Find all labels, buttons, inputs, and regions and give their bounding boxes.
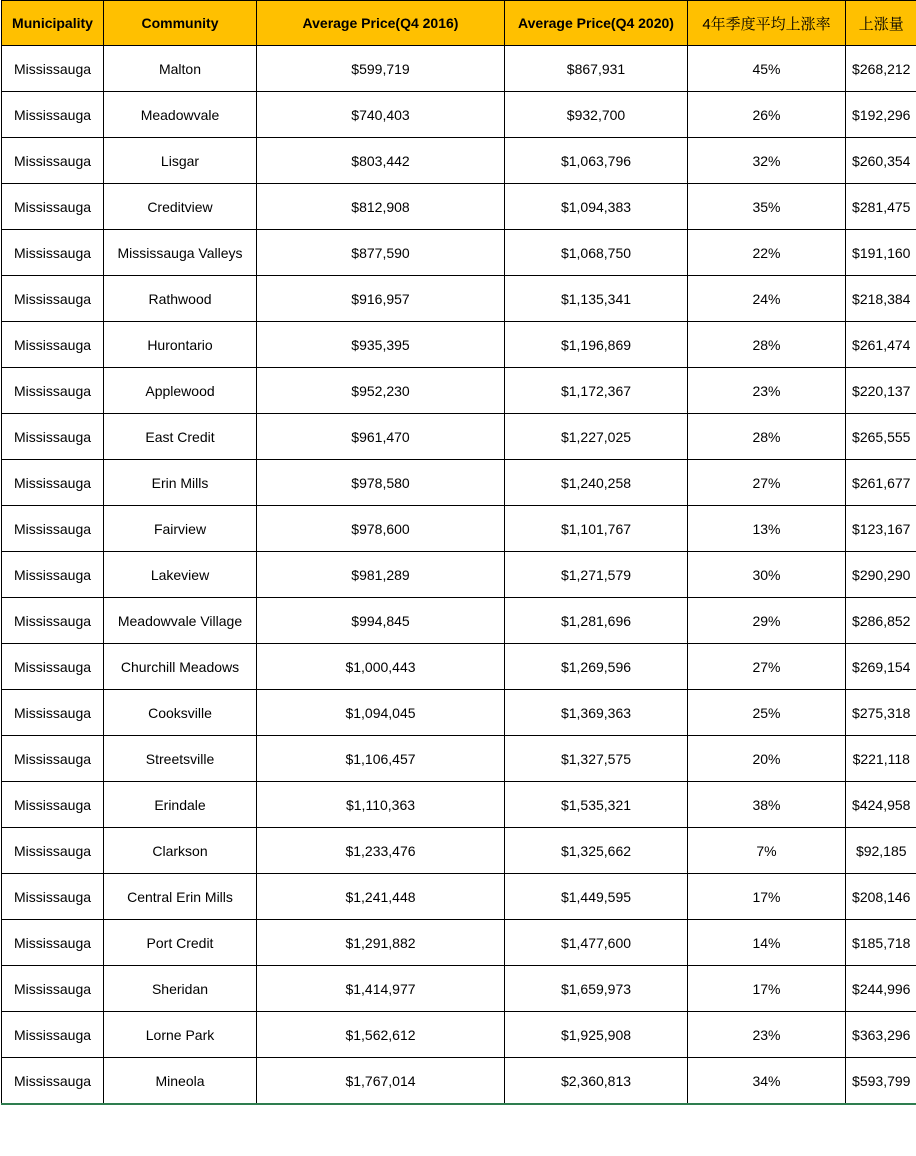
cell-price-2016: $812,908: [257, 184, 505, 230]
cell-price-2016: $981,289: [257, 552, 505, 598]
cell-price-2016: $978,580: [257, 460, 505, 506]
cell-price-2016: $952,230: [257, 368, 505, 414]
cell-municipality: Mississauga: [2, 368, 104, 414]
cell-price-2020: $1,101,767: [505, 506, 688, 552]
cell-price-2016: $1,110,363: [257, 782, 505, 828]
cell-price-2020: $1,925,908: [505, 1012, 688, 1058]
cell-municipality: Mississauga: [2, 598, 104, 644]
cell-community: Churchill Meadows: [104, 644, 257, 690]
price-table: [1, 0, 916, 1105]
cell-price-2016: $877,590: [257, 230, 505, 276]
cell-growth-rate: 27%: [688, 460, 846, 506]
cell-municipality: Mississauga: [2, 138, 104, 184]
cell-price-2016: $961,470: [257, 414, 505, 460]
cell-price-2020: $1,172,367: [505, 368, 688, 414]
cell-increase-amount: $275,318: [846, 690, 916, 736]
table-row: [2, 920, 916, 966]
cell-price-2016: $1,241,448: [257, 874, 505, 920]
cell-growth-rate: 22%: [688, 230, 846, 276]
cell-increase-amount: $268,212: [846, 46, 916, 92]
cell-price-2016: $1,767,014: [257, 1058, 505, 1105]
table-row: [2, 506, 916, 552]
cell-growth-rate: 24%: [688, 276, 846, 322]
cell-municipality: Mississauga: [2, 414, 104, 460]
cell-increase-amount: $265,555: [846, 414, 916, 460]
cell-municipality: Mississauga: [2, 966, 104, 1012]
cell-increase-amount: $208,146: [846, 874, 916, 920]
cell-municipality: Mississauga: [2, 1058, 104, 1105]
cell-municipality: Mississauga: [2, 552, 104, 598]
cell-increase-amount: $220,137: [846, 368, 916, 414]
cell-community: Sheridan: [104, 966, 257, 1012]
cell-community: Mineola: [104, 1058, 257, 1105]
cell-increase-amount: $424,958: [846, 782, 916, 828]
cell-price-2020: $1,094,383: [505, 184, 688, 230]
cell-community: Clarkson: [104, 828, 257, 874]
cell-growth-rate: 17%: [688, 966, 846, 1012]
cell-growth-rate: 14%: [688, 920, 846, 966]
cell-municipality: Mississauga: [2, 920, 104, 966]
header-row: [2, 1, 916, 46]
cell-price-2016: $994,845: [257, 598, 505, 644]
cell-growth-rate: 28%: [688, 414, 846, 460]
cell-increase-amount: $363,296: [846, 1012, 916, 1058]
cell-increase-amount: $260,354: [846, 138, 916, 184]
table-row: [2, 414, 916, 460]
cell-price-2020: $1,477,600: [505, 920, 688, 966]
cell-growth-rate: 32%: [688, 138, 846, 184]
cell-community: Port Credit: [104, 920, 257, 966]
cell-community: Lisgar: [104, 138, 257, 184]
cell-municipality: Mississauga: [2, 736, 104, 782]
cell-increase-amount: $92,185: [846, 828, 916, 874]
cell-municipality: Mississauga: [2, 184, 104, 230]
table-row: [2, 368, 916, 414]
cell-community: Erin Mills: [104, 460, 257, 506]
cell-municipality: Mississauga: [2, 690, 104, 736]
cell-community: Fairview: [104, 506, 257, 552]
cell-growth-rate: 13%: [688, 506, 846, 552]
table-row: [2, 828, 916, 874]
cell-community: Streetsville: [104, 736, 257, 782]
cell-increase-amount: $281,475: [846, 184, 916, 230]
cell-municipality: Mississauga: [2, 644, 104, 690]
table-body: [2, 46, 916, 1105]
cell-price-2020: $1,068,750: [505, 230, 688, 276]
header-municipality: Municipality: [2, 1, 104, 46]
cell-growth-rate: 17%: [688, 874, 846, 920]
cell-community: Creditview: [104, 184, 257, 230]
table-row: [2, 552, 916, 598]
table-row: [2, 690, 916, 736]
cell-municipality: Mississauga: [2, 460, 104, 506]
cell-price-2016: $978,600: [257, 506, 505, 552]
cell-price-2020: $1,449,595: [505, 874, 688, 920]
cell-municipality: Mississauga: [2, 322, 104, 368]
cell-price-2020: $932,700: [505, 92, 688, 138]
cell-community: Erindale: [104, 782, 257, 828]
cell-community: Meadowvale Village: [104, 598, 257, 644]
cell-growth-rate: 45%: [688, 46, 846, 92]
cell-growth-rate: 35%: [688, 184, 846, 230]
cell-price-2020: $1,240,258: [505, 460, 688, 506]
table-row: [2, 1012, 916, 1058]
cell-increase-amount: $290,290: [846, 552, 916, 598]
header-growth-rate: 4年季度平均上涨率: [688, 1, 846, 46]
table-row: [2, 782, 916, 828]
cell-community: Mississauga Valleys: [104, 230, 257, 276]
cell-price-2020: $1,327,575: [505, 736, 688, 782]
cell-growth-rate: 23%: [688, 1012, 846, 1058]
cell-price-2020: $1,369,363: [505, 690, 688, 736]
header-price-2020: Average Price(Q4 2020): [505, 1, 688, 46]
cell-community: Meadowvale: [104, 92, 257, 138]
cell-price-2016: $803,442: [257, 138, 505, 184]
cell-price-2020: $1,196,869: [505, 322, 688, 368]
cell-community: Malton: [104, 46, 257, 92]
cell-increase-amount: $261,474: [846, 322, 916, 368]
cell-increase-amount: $261,677: [846, 460, 916, 506]
header-price-2016: Average Price(Q4 2016): [257, 1, 505, 46]
cell-community: Applewood: [104, 368, 257, 414]
cell-municipality: Mississauga: [2, 92, 104, 138]
cell-growth-rate: 34%: [688, 1058, 846, 1105]
cell-growth-rate: 38%: [688, 782, 846, 828]
cell-price-2020: $867,931: [505, 46, 688, 92]
cell-community: Lakeview: [104, 552, 257, 598]
cell-price-2016: $916,957: [257, 276, 505, 322]
cell-municipality: Mississauga: [2, 230, 104, 276]
cell-municipality: Mississauga: [2, 46, 104, 92]
cell-price-2016: $599,719: [257, 46, 505, 92]
cell-community: Central Erin Mills: [104, 874, 257, 920]
table-row: [2, 230, 916, 276]
cell-price-2016: $1,233,476: [257, 828, 505, 874]
cell-price-2020: $1,063,796: [505, 138, 688, 184]
table-row: [2, 92, 916, 138]
cell-price-2016: $1,414,977: [257, 966, 505, 1012]
cell-community: Rathwood: [104, 276, 257, 322]
cell-increase-amount: $221,118: [846, 736, 916, 782]
table-row: [2, 736, 916, 782]
table-row: [2, 598, 916, 644]
cell-increase-amount: $593,799: [846, 1058, 916, 1105]
cell-price-2020: $2,360,813: [505, 1058, 688, 1105]
cell-increase-amount: $185,718: [846, 920, 916, 966]
table-row: [2, 460, 916, 506]
cell-municipality: Mississauga: [2, 506, 104, 552]
cell-increase-amount: $269,154: [846, 644, 916, 690]
table-row: [2, 966, 916, 1012]
cell-increase-amount: $286,852: [846, 598, 916, 644]
header-community: Community: [104, 1, 257, 46]
header-increase-amount: 上涨量: [846, 1, 916, 46]
cell-increase-amount: $244,996: [846, 966, 916, 1012]
cell-growth-rate: 23%: [688, 368, 846, 414]
cell-increase-amount: $192,296: [846, 92, 916, 138]
cell-growth-rate: 28%: [688, 322, 846, 368]
cell-growth-rate: 7%: [688, 828, 846, 874]
table-row: [2, 1058, 916, 1105]
table-row: [2, 46, 916, 92]
cell-community: Hurontario: [104, 322, 257, 368]
cell-growth-rate: 25%: [688, 690, 846, 736]
cell-growth-rate: 27%: [688, 644, 846, 690]
cell-community: Lorne Park: [104, 1012, 257, 1058]
cell-increase-amount: $123,167: [846, 506, 916, 552]
cell-growth-rate: 26%: [688, 92, 846, 138]
table-row: [2, 138, 916, 184]
cell-municipality: Mississauga: [2, 782, 104, 828]
cell-community: East Credit: [104, 414, 257, 460]
cell-price-2016: $1,562,612: [257, 1012, 505, 1058]
cell-price-2016: $1,291,882: [257, 920, 505, 966]
table-row: [2, 184, 916, 230]
cell-price-2020: $1,281,696: [505, 598, 688, 644]
table-row: [2, 644, 916, 690]
cell-increase-amount: $191,160: [846, 230, 916, 276]
cell-municipality: Mississauga: [2, 828, 104, 874]
cell-municipality: Mississauga: [2, 874, 104, 920]
table-row: [2, 322, 916, 368]
table-row: [2, 276, 916, 322]
cell-growth-rate: 29%: [688, 598, 846, 644]
cell-growth-rate: 20%: [688, 736, 846, 782]
table-row: [2, 874, 916, 920]
cell-price-2020: $1,227,025: [505, 414, 688, 460]
cell-growth-rate: 30%: [688, 552, 846, 598]
cell-price-2016: $740,403: [257, 92, 505, 138]
cell-price-2020: $1,269,596: [505, 644, 688, 690]
cell-price-2016: $935,395: [257, 322, 505, 368]
cell-price-2020: $1,535,321: [505, 782, 688, 828]
cell-price-2016: $1,106,457: [257, 736, 505, 782]
table-header: [2, 1, 916, 46]
cell-price-2020: $1,271,579: [505, 552, 688, 598]
cell-community: Cooksville: [104, 690, 257, 736]
cell-municipality: Mississauga: [2, 1012, 104, 1058]
cell-price-2020: $1,135,341: [505, 276, 688, 322]
cell-price-2016: $1,094,045: [257, 690, 505, 736]
cell-price-2020: $1,659,973: [505, 966, 688, 1012]
cell-price-2016: $1,000,443: [257, 644, 505, 690]
cell-increase-amount: $218,384: [846, 276, 916, 322]
cell-price-2020: $1,325,662: [505, 828, 688, 874]
cell-municipality: Mississauga: [2, 276, 104, 322]
